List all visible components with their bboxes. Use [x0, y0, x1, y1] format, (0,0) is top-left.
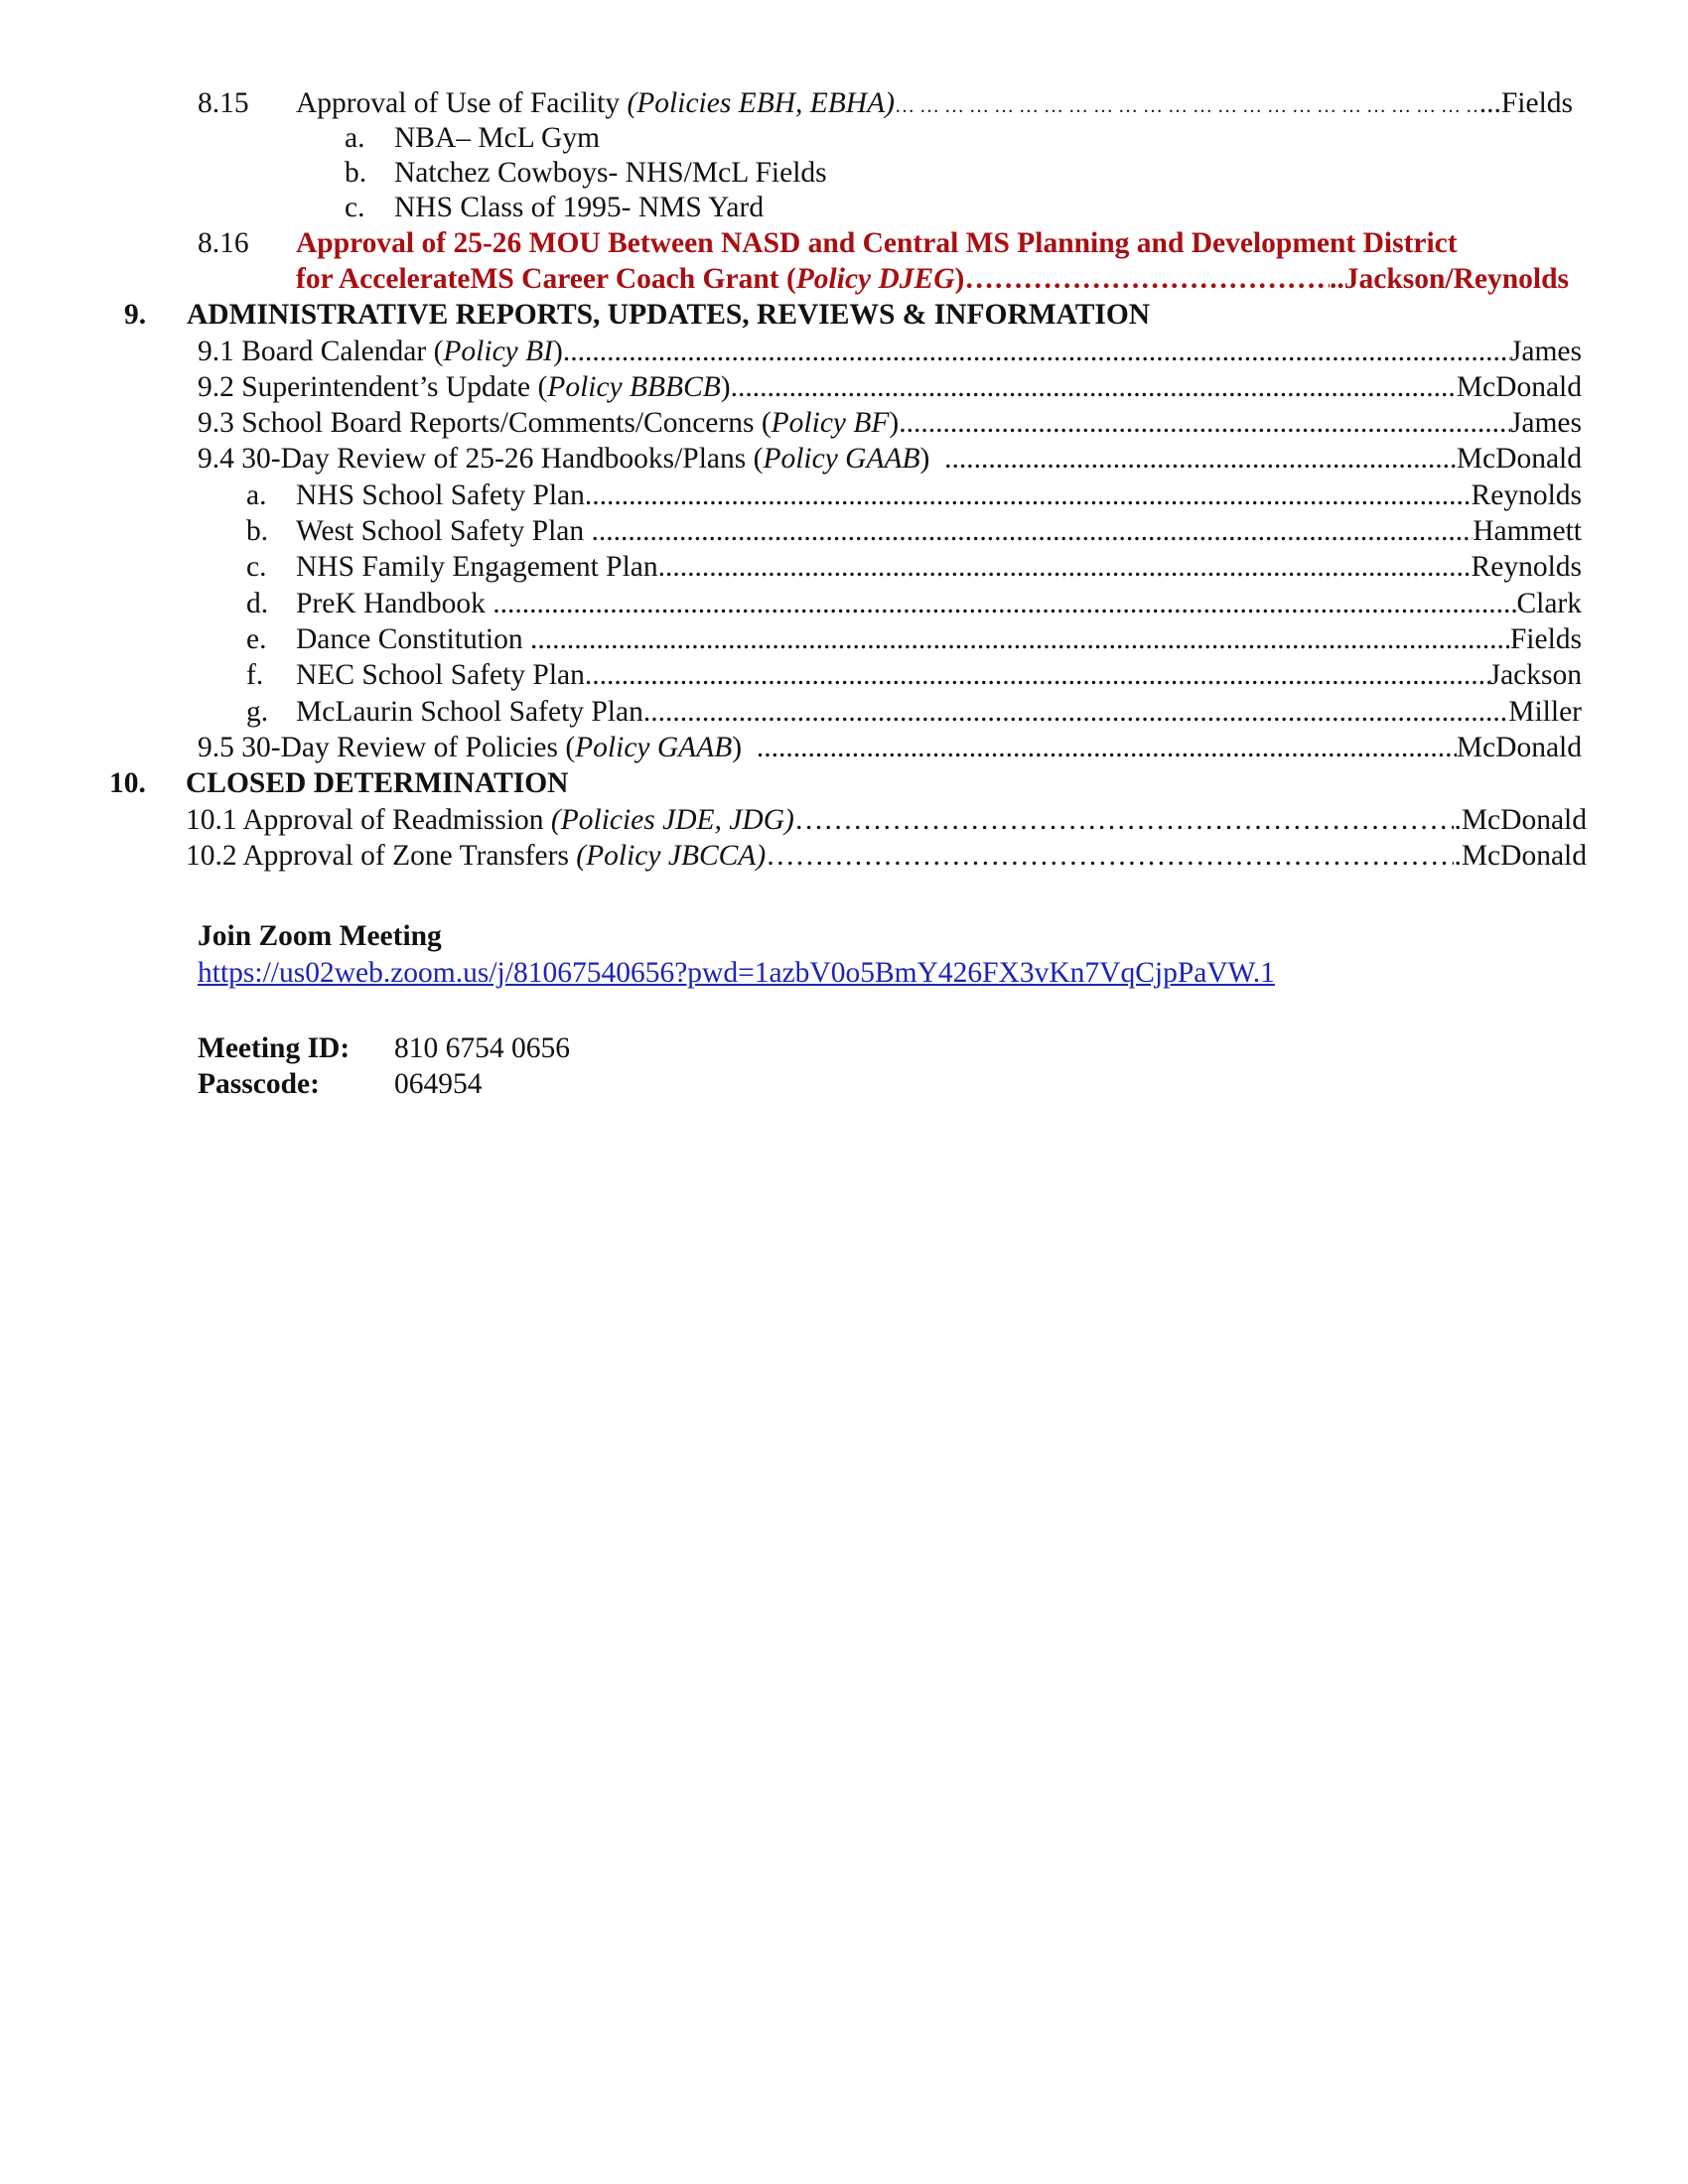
item-title: Approval of Use of Facility — [296, 87, 621, 119]
item-number: 8.15 — [198, 87, 249, 119]
leader-dots — [794, 802, 1455, 838]
subitem-text: NHS Family Engagement Plan — [296, 551, 658, 583]
subitem-9-4-c — [0, 549, 1688, 585]
leader-dots — [563, 334, 1510, 369]
subitem-text: Dance Constitution — [296, 623, 530, 655]
subitem-9-4-f — [0, 657, 1688, 693]
subitem-letter: a. — [246, 479, 267, 511]
presenter: McDonald — [1456, 371, 1582, 403]
leader-dots — [757, 730, 1457, 765]
subitem-9-4-b — [0, 513, 1688, 549]
subitem-letter: c. — [246, 551, 267, 583]
leader-dots — [592, 513, 1474, 549]
leader-dots — [766, 838, 1454, 874]
zoom-heading-line — [0, 918, 1688, 954]
policy-ref: (Policies JDE, JDG) — [550, 804, 794, 836]
leader-dots — [585, 657, 1489, 693]
item-title-line1: Approval of 25-26 MOU Between NASD and Central MS Planning and Development District — [296, 227, 1458, 259]
presenter: James — [1509, 407, 1582, 439]
presenter: Clark — [1516, 588, 1582, 619]
subitem-text: NBA– McL Gym — [394, 122, 601, 154]
presenter: Reynolds — [1471, 479, 1582, 511]
item-leader — [296, 85, 1573, 124]
subitem-letter: d. — [246, 588, 269, 619]
leader-dots — [643, 694, 1508, 730]
subitem-letter: f. — [246, 659, 264, 691]
passcode-line — [0, 1066, 1688, 1102]
zoom-link-line — [0, 955, 1688, 991]
section-9-heading — [0, 297, 1688, 333]
subitem-8-15-c — [0, 190, 1688, 225]
subitem-text: NHS School Safety Plan — [296, 479, 585, 511]
subitem-letter: g. — [246, 696, 269, 728]
section-number: 9. — [124, 299, 147, 331]
leader-dots — [895, 85, 1479, 124]
meeting-id-label: Meeting ID: — [198, 1032, 351, 1064]
item-leader — [296, 513, 1582, 549]
subitem-text: NHS Class of 1995- NMS Yard — [394, 192, 765, 223]
item-number: 8.16 — [198, 227, 249, 259]
presenter: Reynolds — [1471, 551, 1582, 583]
item-leader — [296, 586, 1582, 621]
presenter: ...Fields — [1478, 87, 1573, 119]
presenter: Fields — [1509, 623, 1582, 655]
subitem-text: NEC School Safety Plan — [296, 659, 585, 691]
subitem-letter: c. — [345, 192, 365, 223]
subitem-letter: b. — [345, 157, 367, 189]
presenter: James — [1509, 336, 1582, 367]
passcode-label: Passcode: — [198, 1068, 320, 1100]
leader-dots — [492, 586, 1516, 621]
agenda-item-10-2 — [0, 838, 1688, 874]
subitem-letter: b. — [246, 515, 269, 547]
leader-dots — [530, 621, 1510, 657]
item-leader — [296, 549, 1582, 585]
agenda-item-9-1 — [0, 334, 1688, 369]
subitem-letter: a. — [345, 122, 365, 154]
subitem-9-4-d — [0, 586, 1688, 621]
presenter: Jackson — [1488, 659, 1582, 691]
item-leader — [296, 694, 1582, 730]
presenter: Miller — [1508, 696, 1582, 728]
subitem-9-4-a — [0, 478, 1688, 513]
agenda-item-9-4 — [0, 441, 1688, 477]
presenter: ..Jackson/Reynolds — [1330, 263, 1569, 295]
section-title: CLOSED DETERMINATION — [186, 767, 569, 799]
leader-dots — [944, 441, 1457, 477]
item-title-line2: for AccelerateMS Career Coach Grant ( — [296, 263, 796, 295]
leader-dots — [658, 549, 1472, 585]
item-leader: 9.4 30-Day Review of 25-26 Handbooks/Plans (Policy GAAB) ..... McDonald — [198, 441, 1582, 477]
subitem-8-15-b — [0, 155, 1688, 191]
subitem-8-15-a — [0, 120, 1688, 156]
section-title: ADMINISTRATIVE REPORTS, UPDATES, REVIEWS & INFORMATION — [187, 299, 1151, 331]
subitem-text: McLaurin School Safety Plan — [296, 696, 643, 728]
subitem-9-4-g — [0, 694, 1688, 730]
policy-ref: Policy DJEG — [795, 263, 955, 295]
agenda-item-10-1 — [0, 802, 1688, 838]
item-leader: 10.1 Approval of Readmission (Policies JDE, JDG) ………………………………………………………………………………………………………………………………………………………………………………… .McDonald — [186, 802, 1587, 838]
subitem-text: Natchez Cowboys- NHS/McL Fields — [394, 157, 827, 189]
leader-dots — [731, 369, 1457, 405]
policy-ref: Policy GAAB — [575, 732, 733, 763]
item-leader — [296, 657, 1582, 693]
presenter: McDonald — [1456, 443, 1582, 475]
policy-ref: Policy GAAB — [763, 443, 920, 475]
agenda-item-8-15 — [0, 85, 1688, 121]
leader-dots — [899, 405, 1510, 441]
agenda-item-8-16 — [0, 225, 1688, 261]
zoom-link[interactable]: https://us02web.zoom.us/j/81067540656?pwd=1azbV0o5BmY426FX3vKn7VqCjpPaVW.1 — [198, 957, 1275, 989]
item-leader: 9.3 School Board Reports/Comments/Concerns (Policy BF) ..... James — [198, 405, 1582, 441]
agenda-item-9-2 — [0, 369, 1688, 405]
policy-ref: Policy BF — [771, 407, 890, 439]
presenter: .McDonald — [1454, 804, 1587, 836]
policy-ref: Policy BBBCB — [547, 371, 721, 403]
passcode-value: 064954 — [394, 1068, 483, 1100]
item-leader: 10.2 Approval of Zone Transfers (Policy JBCCA) ………………………………………………………………………………………………………………………………………………………………………………… .McDonald — [186, 838, 1587, 874]
item-leader: 9.1 Board Calendar (Policy BI) ..... James — [198, 334, 1582, 369]
agenda-item-9-5 — [0, 730, 1688, 765]
subitem-text: PreK Handbook — [296, 588, 493, 619]
agenda-item-8-16-line2 — [0, 261, 1688, 297]
leader-dots — [585, 478, 1472, 513]
leader-dots — [964, 261, 1330, 297]
item-leader — [296, 621, 1582, 657]
policy-ref: (Policies EBH, EBHA) — [627, 87, 895, 119]
zoom-heading: Join Zoom Meeting — [198, 920, 442, 952]
item-leader: 9.5 30-Day Review of Policies (Policy GAAB) ..... McDonald — [198, 730, 1582, 765]
subitem-text: West School Safety Plan — [296, 515, 592, 547]
meeting-id-line — [0, 1030, 1688, 1066]
agenda-item-9-3 — [0, 405, 1688, 441]
subitem-letter: e. — [246, 623, 267, 655]
meeting-id-value: 810 6754 0656 — [394, 1032, 570, 1064]
item-leader: for AccelerateMS Career Coach Grant (Policy DJEG) ………………………………………………………………………………………………………………………………………………………………………………… ..Jackson/Reynolds — [296, 261, 1569, 297]
section-number: 10. — [109, 767, 146, 799]
section-10-heading — [0, 765, 1688, 801]
presenter: McDonald — [1456, 732, 1582, 763]
item-leader — [296, 478, 1582, 513]
subitem-9-4-e — [0, 621, 1688, 657]
policy-ref: Policy BI — [443, 336, 553, 367]
item-leader: 9.2 Superintendent’s Update (Policy BBBCB) ..... McDonald — [198, 369, 1582, 405]
policy-ref: (Policy JBCCA) — [576, 840, 767, 872]
presenter: Hammett — [1473, 515, 1582, 547]
presenter: .McDonald — [1454, 840, 1587, 872]
